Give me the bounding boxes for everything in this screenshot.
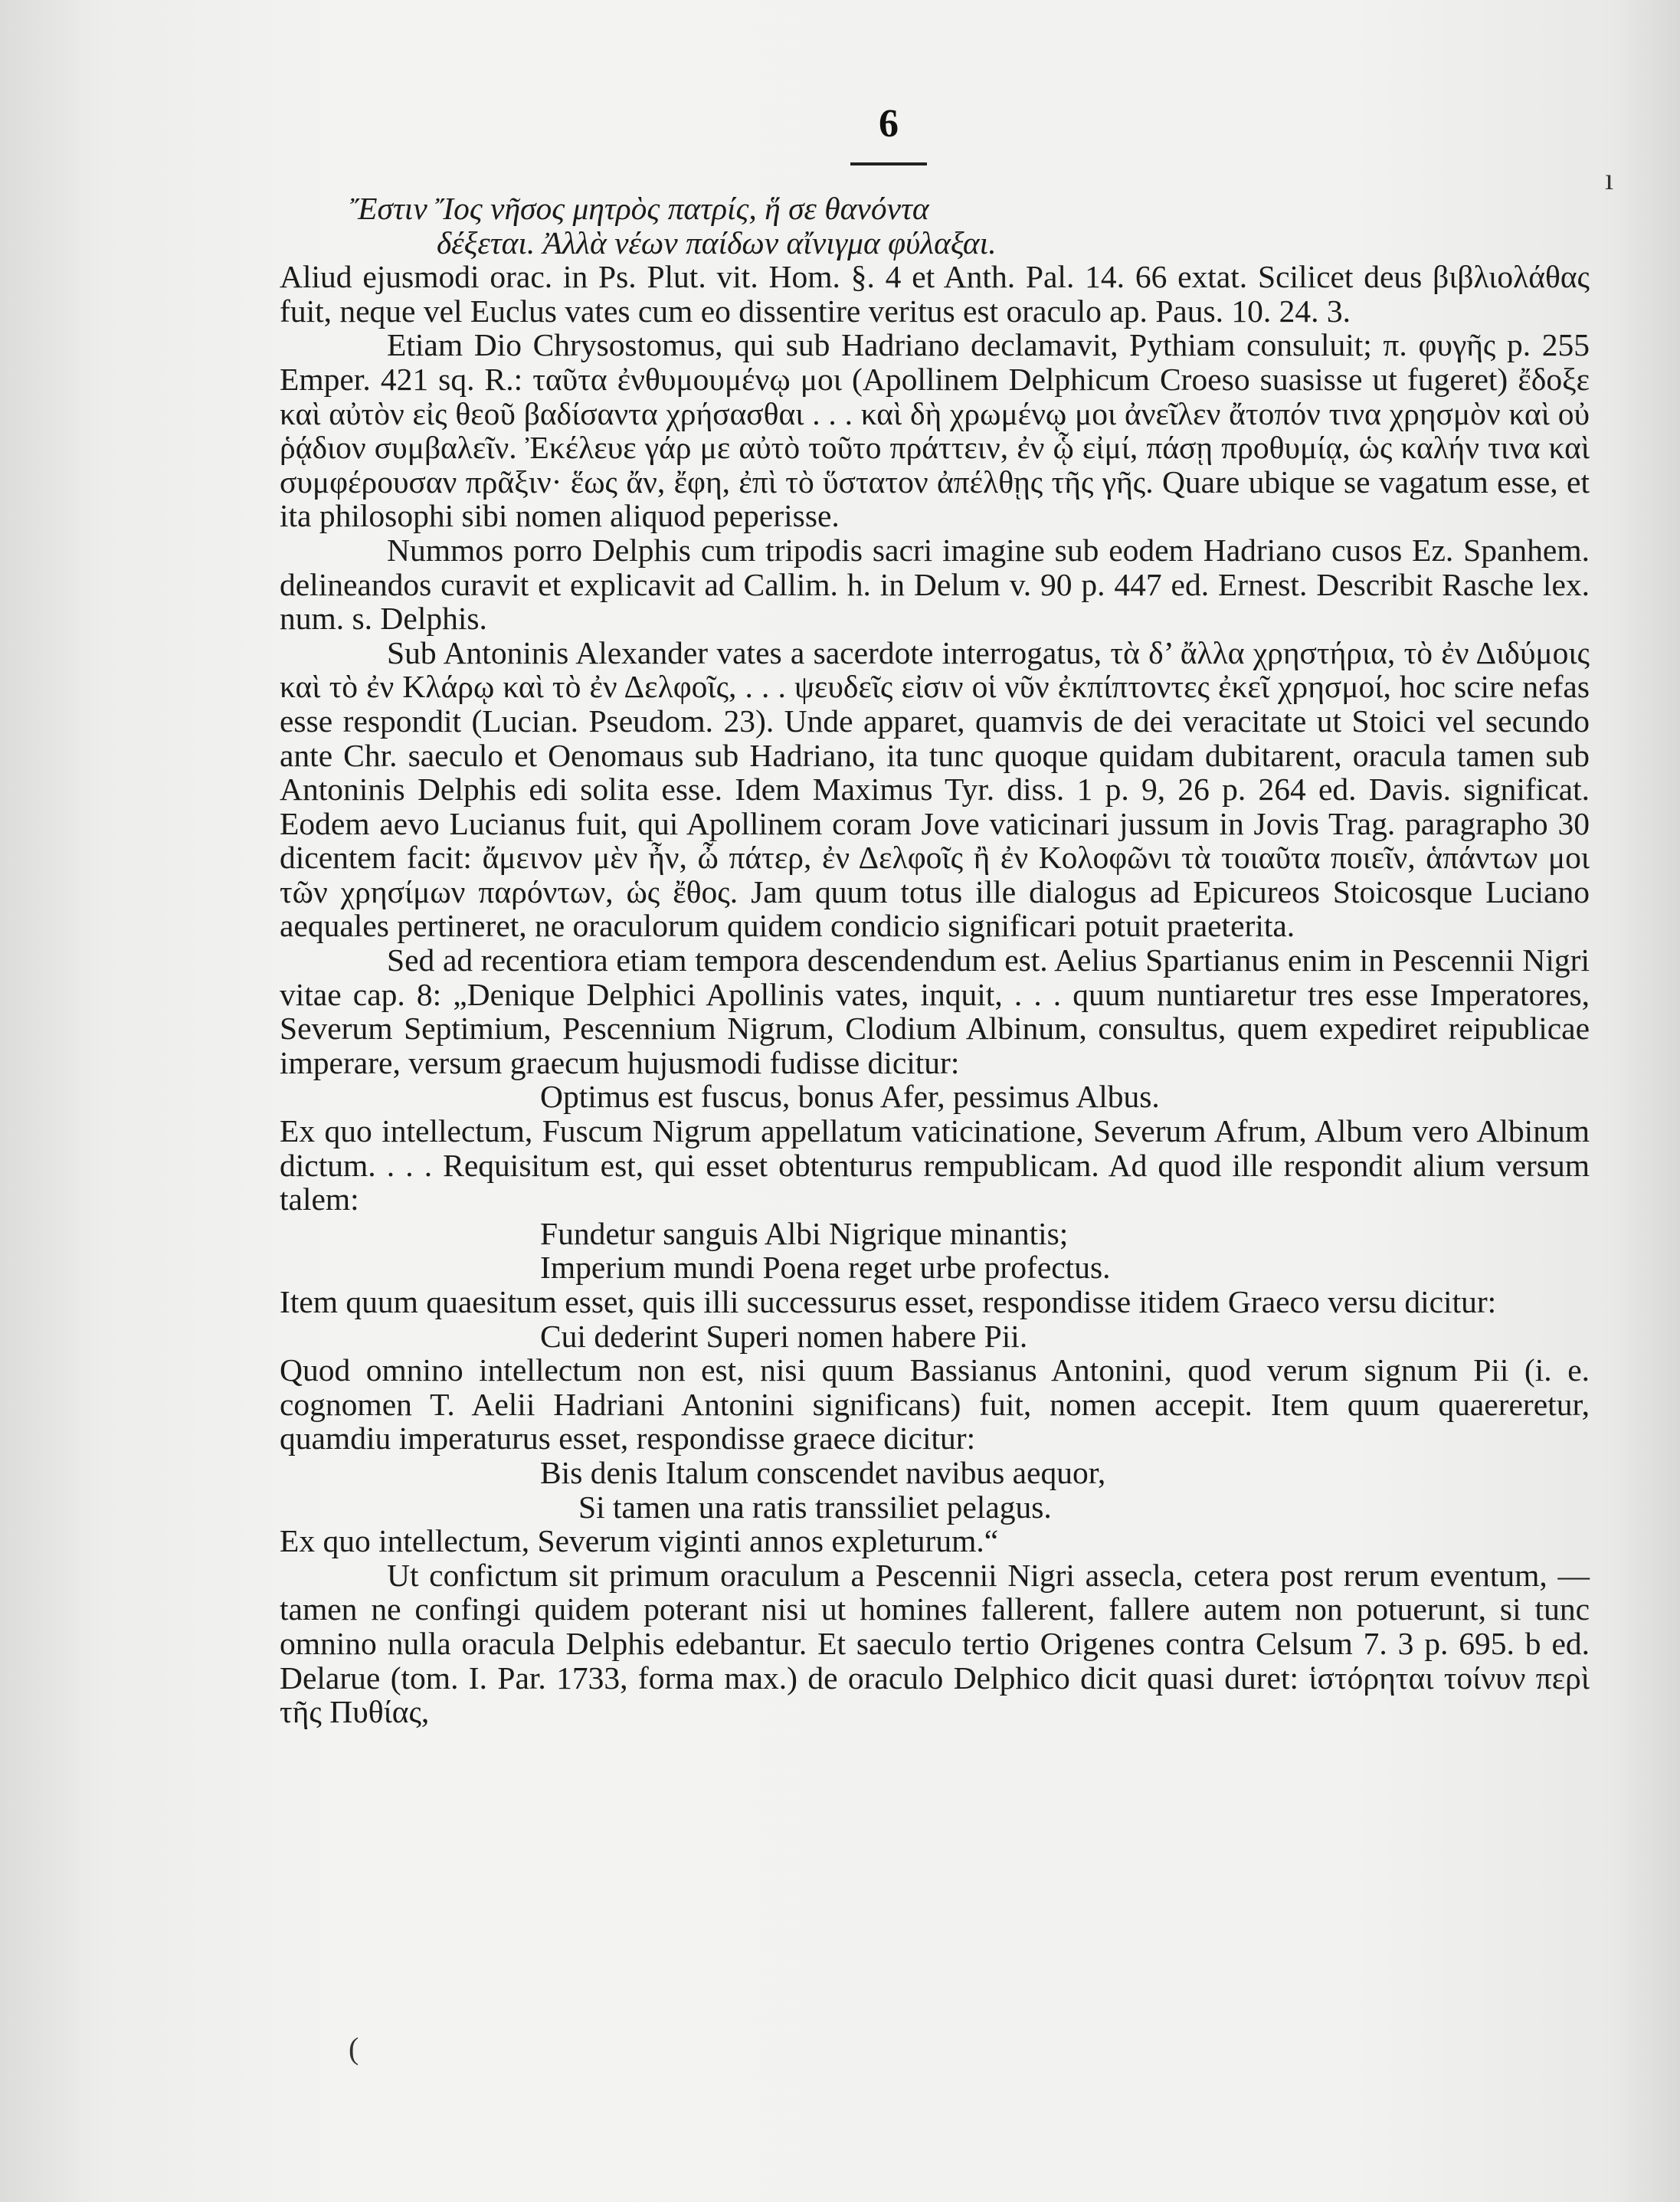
paragraph: Sub Antoninis Alexander vates a sacerdote interrogatus, τὰ δ’ ἄλλα χρηστήρια, τὸ ἐν Διδύμοις καὶ τὸ ἐν Κλάρῳ καὶ τὸ ἐν Δελφοῖς, . . . ψευδεῖς εἰσιν οἱ νῦν ἐκπίπτοντες ἐκεῖ χρησμοί, hoc scire nefas esse respondit (Lucian. Pseudom. 23). Unde apparet, quamvis de dei veracitate ut Stoici vel secundo ante Chr. saeculo et Oenomaus sub Hadriano, ita tunc quoque quidam dubitarent, oracula tamen sub Antoninis Delphis edi solita esse. Idem Maximus Tyr. diss. 1 p. 9, 26 p. 264 ed. Davis. significat. Eodem aevo Lucianus fuit, qui Apollinem coram Jove vaticinari jussum in Jovis Trag. paragrapho 30 dicentem facit: ἄμεινον μὲν ἦν, ὦ πάτερ, ἐν Δελφοῖς ἢ ἐν Κολοφῶνι τὰ τοιαῦτα ποιεῖν, ἁπάντων μοι τῶν χρησίμων παρόντων, ὡς ἔθος. Jam quum totus ille dialogus ad Epicureos Stoicosque Luciano aequales pertineret, ne oraculorum quidem condicio significari potuit praeterita. — [280, 634, 1590, 944]
oracle-verse-line: δέξεται. Ἀλλὰ νέων παίδων αἴνιγμα φύλαξαι. — [437, 224, 997, 261]
quoted-verse: Optimus est fuscus, bonus Afer, pessimus Albus. — [540, 1079, 1160, 1115]
paragraph: Aliud ejusmodi orac. in Ps. Plut. vit. Hom. §. 4 et Anth. Pal. 14. 66 extat. Scilicet deus βιβλιολάθας fuit, neque vel Euclus vates cum eo dissentire veritus est oraculo ap. Paus. 10. 24. 3. — [280, 259, 1590, 329]
paragraph: Ex quo intellectum, Severum viginti annos expleturum.“ — [280, 1523, 999, 1559]
paragraph: Ex quo intellectum, Fuscum Nigrum appellatum vaticinatione, Severum Afrum, Album vero Albinum dictum. . . . Requisitum est, qui esset obtenturus rempublicam. Ad quod ille respondit alium versum talem: — [280, 1113, 1590, 1217]
paragraph: Item quum quaesitum esset, quis illi successurus esset, respondisse itidem Graeco versu dicitur: — [280, 1284, 1497, 1319]
margin-mark: ı — [1605, 162, 1614, 196]
quoted-verse: Fundetur sanguis Albi Nigrique minantis; — [540, 1215, 1069, 1251]
header-rule — [850, 162, 927, 165]
oracle-verse-line: Ἔστιν Ἴος νῆσος μητρὸς πατρίς, ἥ σε θανόντα — [350, 191, 929, 226]
quoted-verse: Bis denis Italum conscendet navibus aequor, — [540, 1454, 1106, 1490]
quoted-verse: Imperium mundi Poena reget urbe profectus. — [540, 1250, 1111, 1286]
quoted-verse: Si tamen una ratis transsiliet pelagus. — [578, 1489, 1052, 1525]
paragraph: Ut confictum sit primum oraculum a Pescennii Nigri assecla, cetera post rerum eventum, — tamen ne confingi quidem poterant nisi ut homines fallerent, fallere autem non potuerunt, si tunc omnino nulla oracula Delphis edebantur. Et saeculo tertio Origenes contra Celsum 7. 3 p. 695. b ed. Delarue (tom. I. Par. 1733, forma max.) de oraculo Delphico dicit quasi duret: ἱστόρηται τοίνυν περὶ τῆς Πυθίας, — [280, 1557, 1590, 1730]
margin-mark: ( — [349, 2031, 359, 2066]
main-text — [280, 192, 1590, 1729]
paragraph: Quod omnino intellectum non est, nisi quum Bassianus Antonini, quod verum signum Pii (i. e. cognomen T. Aelii Hadriani Antonini significans) fuit, nomen accepit. Item quum quaereretur, quamdiu imperaturus esset, respondisse graece dicitur: — [280, 1352, 1590, 1457]
paragraph: Sed ad recentiora etiam tempora descendendum est. Aelius Spartianus enim in Pescennii Nigri vitae cap. 8: „Denique Delphici Apollinis vates, inquit, . . . quum nuntiaretur tres esse Imperatores, Severum Septimium, Pescennium Nigrum, Clodium Albinum, consultus, quem expediret reipublicae imperare, versum graecum hujusmodi fudisse dicitur: — [280, 942, 1590, 1080]
quoted-verse: Cui dederint Superi nomen habere Pii. — [540, 1318, 1028, 1354]
paragraph: Nummos porro Delphis cum tripodis sacri imagine sub eodem Hadriano cusos Ez. Spanhem. delineandos curavit et explicavit ad Callim. h. in Delum v. 90 p. 447 ed. Ernest. Describit Rasche lex. num. s. Delphis. — [280, 532, 1590, 637]
paragraph: Etiam Dio Chrysostomus, qui sub Hadriano declamavit, Pythiam consuluit; π. φυγῆς p. 255 Emper. 421 sq. R.: ταῦτα ἐνθυμουμένῳ μοι (Apollinem Delphicum Croeso suasisse ut fugeret) ἔδοξε καὶ αὐτὸν εἰς θεοῦ βαδίσαντα χρήσασθαι . . . καὶ δὴ χρωμένῳ μοι ἀνεῖλεν ἄτοπόν τινα χρησμὸν καὶ οὐ ῥᾴδιον συμβαλεῖν. Ἐκέλευε γάρ με αὐτὸ τοῦτο πράττειν, ἐν ᾧ εἰμί, πάσῃ προθυμίᾳ, ὡς καλήν τινα καὶ συμφέρουσαν πρᾶξιν· ἕως ἄν, ἔφη, ἐπὶ τὸ ὕστατον ἀπέλθῃς τῆς γῆς. Quare ubique se vagatum esse, et ita philosophi sibi nomen aliquod peperisse. — [280, 327, 1590, 534]
page-number: 6 — [879, 102, 899, 146]
